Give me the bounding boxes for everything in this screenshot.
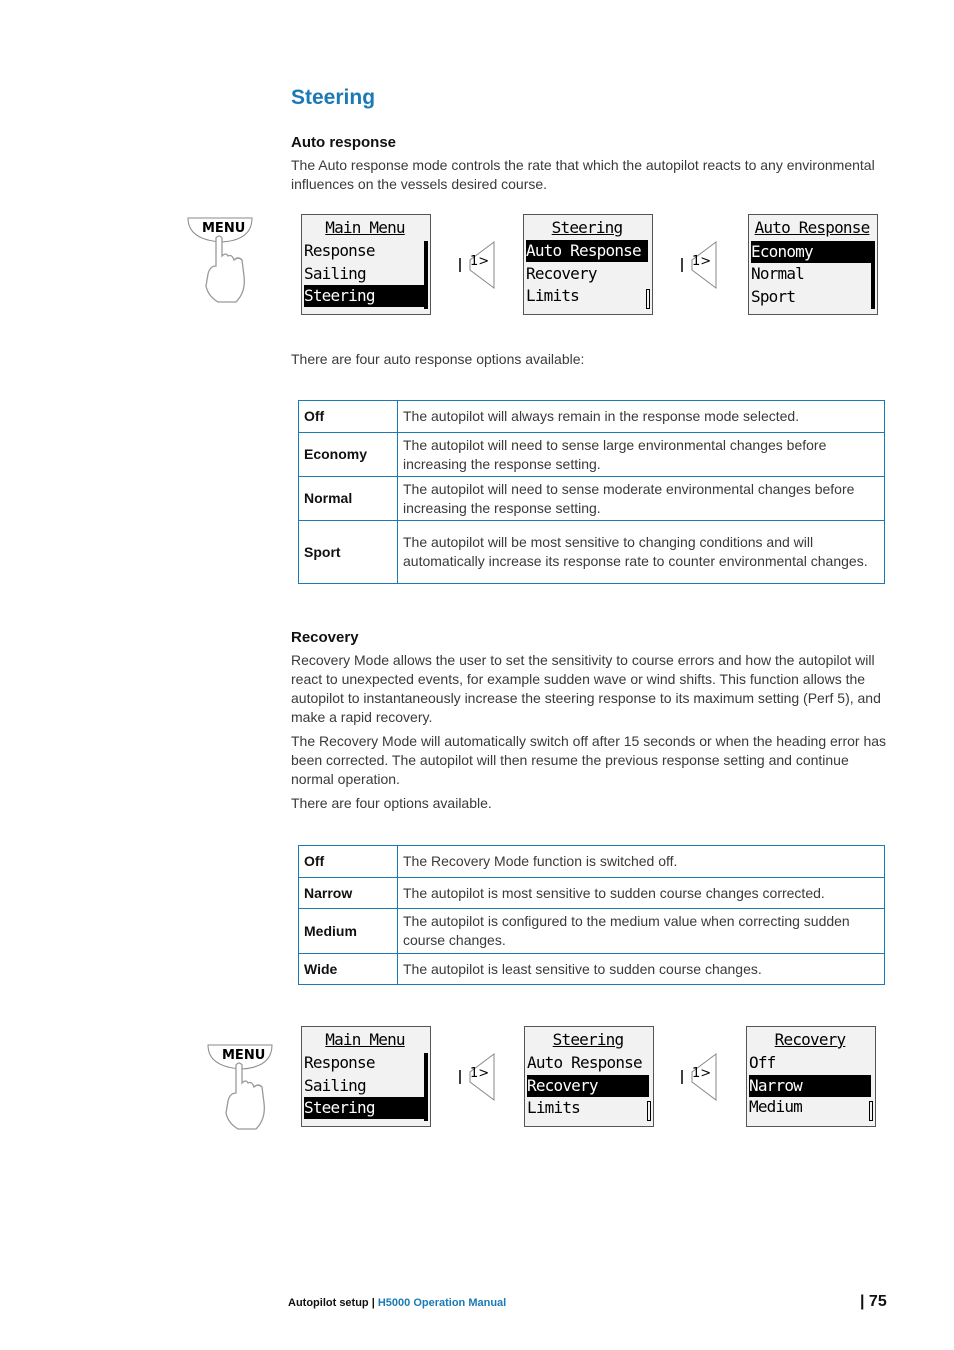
right-key-label: 1> xyxy=(692,254,712,269)
right-key-label: 1> xyxy=(470,1066,490,1081)
lcd-header: Steering xyxy=(551,218,623,237)
lcd-row: Off xyxy=(749,1053,776,1072)
lcd-row: Response xyxy=(304,241,375,260)
lcd-row-selected: Economy xyxy=(751,241,873,263)
footer-manual-title: H5000 Operation Manual xyxy=(377,1297,507,1309)
option-name: Normal xyxy=(299,477,398,521)
lcd-row: Response xyxy=(304,1053,375,1072)
table-row xyxy=(299,878,885,909)
table-row xyxy=(299,401,885,433)
option-name: Wide xyxy=(299,954,398,985)
option-desc: The Recovery Mode function is switched off. xyxy=(398,846,885,878)
auto-response-intro: The Auto response mode controls the rate that which the autopilot reacts to any environmental influences on the vessels desired course. xyxy=(291,157,875,192)
lcd-main-menu-bottom xyxy=(301,1026,431,1127)
right-key-icon xyxy=(458,240,496,290)
lcd-main-menu-top xyxy=(301,214,431,315)
lcd-recovery-bottom xyxy=(746,1026,876,1127)
recovery-heading: Recovery xyxy=(291,629,359,646)
lcd-row-selected: Narrow xyxy=(749,1075,871,1097)
lcd-steering-top xyxy=(523,214,653,315)
option-name: Medium xyxy=(299,909,398,954)
footer-section: Autopilot setup xyxy=(288,1297,369,1309)
page-title: Steering xyxy=(291,86,376,109)
lcd-row: Sailing xyxy=(304,264,366,283)
lcd-header: Main Menu xyxy=(325,1030,405,1049)
right-key-icon xyxy=(680,240,718,290)
lcd-row-selected: Recovery xyxy=(527,1075,649,1097)
option-desc: The autopilot will need to sense moderate environmental changes before increasing the response setting. xyxy=(398,477,885,521)
recovery-para-2: The Recovery Mode will automatically switch off after 15 seconds or when the heading error has been corrected. The autopilot will then resume the previous response setting and continue normal operation. xyxy=(291,733,887,787)
right-key-icon xyxy=(458,1052,496,1102)
page-number: | 75 xyxy=(860,1293,887,1310)
lcd-steering-bottom xyxy=(524,1026,654,1127)
lcd-auto-response-top xyxy=(748,214,878,315)
option-desc: The autopilot is configured to the medium value when correcting sudden course changes. xyxy=(398,909,885,954)
table-row xyxy=(299,521,885,584)
lcd-row-selected: Steering xyxy=(304,285,426,307)
table-row xyxy=(299,909,885,954)
option-desc: The autopilot will need to sense large environmental changes before increasing the response setting. xyxy=(398,433,885,477)
lcd-row-selected: Auto Response xyxy=(526,240,648,262)
right-key-label: 1> xyxy=(470,254,490,269)
lcd-row-selected: Steering xyxy=(304,1097,426,1119)
table-row xyxy=(299,433,885,477)
auto-response-table xyxy=(298,400,885,584)
lcd-row: Sailing xyxy=(304,1076,366,1095)
lcd-row: Normal xyxy=(751,264,804,283)
lcd-row: Limits xyxy=(527,1098,580,1117)
lcd-row: Sport xyxy=(751,287,796,306)
lcd-scrollbar xyxy=(424,1053,428,1121)
lcd-scrollbar xyxy=(647,1053,651,1121)
menu-key-hand-icon xyxy=(186,216,256,306)
footer-separator: | xyxy=(368,1297,378,1309)
table-row xyxy=(299,846,885,878)
lcd-header: Steering xyxy=(552,1030,624,1049)
option-name: Sport xyxy=(299,521,398,584)
lcd-scrollbar xyxy=(646,241,650,309)
lcd-scrollbar xyxy=(871,241,875,309)
lcd-row: Limits xyxy=(526,286,579,305)
option-desc: The autopilot will be most sensitive to changing conditions and will automatically increase its response rate to counter environmental changes. xyxy=(398,521,885,584)
recovery-table xyxy=(298,845,885,985)
option-desc: The autopilot will always remain in the response mode selected. xyxy=(398,401,885,433)
auto-response-count: There are four auto response options available: xyxy=(291,351,585,367)
recovery-para-1: Recovery Mode allows the user to set the sensitivity to course errors and how the autopilot will react to unexpected events, for example sudden wave or wind shifts. This function allows the autopilot to instantaneously increase the steering response to its maximum setting (Perf 5), and make a rapid recovery. xyxy=(291,652,881,725)
lcd-row: Medium xyxy=(749,1097,802,1116)
option-name: Off xyxy=(299,846,398,878)
lcd-header: Auto Response xyxy=(754,218,870,237)
footer-breadcrumb xyxy=(288,1297,506,1309)
option-name: Narrow xyxy=(299,878,398,909)
menu-key-label: MENU xyxy=(222,1048,266,1063)
option-name: Economy xyxy=(299,433,398,477)
lcd-row: Auto Response xyxy=(527,1053,642,1072)
option-desc: The autopilot is most sensitive to sudden course changes corrected. xyxy=(398,878,885,909)
right-key-label: 1> xyxy=(692,1066,712,1081)
auto-response-heading: Auto response xyxy=(291,134,397,151)
option-name: Off xyxy=(299,401,398,433)
lcd-scrollbar xyxy=(869,1053,873,1121)
table-row xyxy=(299,954,885,985)
lcd-row: Recovery xyxy=(526,264,597,283)
lcd-header: Recovery xyxy=(774,1030,846,1049)
recovery-count: There are four options available. xyxy=(291,795,492,811)
right-key-icon xyxy=(680,1052,718,1102)
lcd-scrollbar xyxy=(424,241,428,309)
lcd-header: Main Menu xyxy=(325,218,405,237)
option-desc: The autopilot is least sensitive to sudden course changes. xyxy=(398,954,885,985)
menu-key-label: MENU xyxy=(202,221,246,236)
menu-key-hand-icon xyxy=(206,1043,276,1133)
table-row xyxy=(299,477,885,521)
